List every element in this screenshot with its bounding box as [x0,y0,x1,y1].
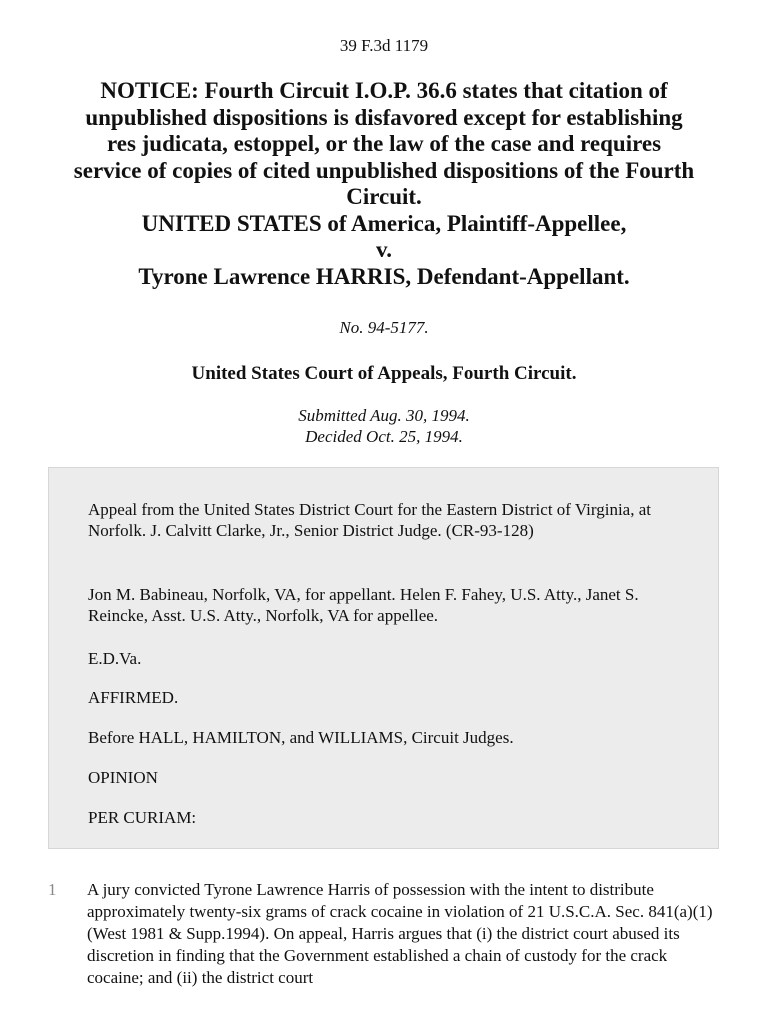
notice-line: unpublished dispositions is disfavored except for establishing [85,104,683,130]
notice-line: NOTICE: Fourth Circuit I.O.P. 36.6 states that citation of [100,78,668,103]
lower-court-text: E.D.Va. [88,649,142,668]
decided-date: Decided Oct. 25, 1994. [305,427,463,446]
case-dates [0,405,768,447]
disposition-text: AFFIRMED. [88,688,179,707]
paragraph-number: 1 [48,880,57,899]
docket-number: No. 94-5177. [339,318,429,337]
panel-text: Before HALL, HAMILTON, and WILLIAMS, Circuit Judges. [88,728,514,747]
submitted-date: Submitted Aug. 30, 1994. [298,406,470,425]
defendant-party: Tyrone Lawrence HARRIS, Defendant-Appellant. [138,263,630,289]
opinion-paragraph: A jury convicted Tyrone Lawrence Harris of possession with the intent to distribute approximately twenty-six grams of crack cocaine in violation of 21 U.S.C.A. Sec. 841(a)(1) (West 1981 & Supp.1994). On appeal, Harris argues that (i) the district court abused its discretion in finding that the Government established a chain of custody for the crack cocaine; and (ii) the district court [87,880,713,987]
plaintiff-party: UNITED STATES of America, Plaintiff-Appellee, [141,210,627,236]
counsel-text: Jon M. Babineau, Norfolk, VA, for appellant. Helen F. Fahey, U.S. Atty., Janet S. Reincke, Asst. U.S. Atty., Norfolk, VA for appellee. [88,585,639,625]
case-citation: 39 F.3d 1179 [339,36,429,55]
appeal-from-text: Appeal from the United States District Court for the Eastern District of Virginia, at Norfolk. J. Calvitt Clarke, Jr., Senior District Judge. (CR-93-128) [88,500,652,540]
notice-line: res judicata, estoppel, or the law of the case and requires [106,131,662,156]
case-summary-box [48,467,719,849]
notice-line: Circuit. [346,184,422,209]
court-name: United States Court of Appeals, Fourth Circuit. [191,363,577,384]
opinion-label: OPINION [88,768,158,787]
versus-label: v. [376,237,392,262]
case-caption [40,78,728,290]
per-curiam-label: PER CURIAM: [88,808,197,827]
notice-line: service of copies of cited unpublished dispositions of the Fourth [73,157,695,183]
